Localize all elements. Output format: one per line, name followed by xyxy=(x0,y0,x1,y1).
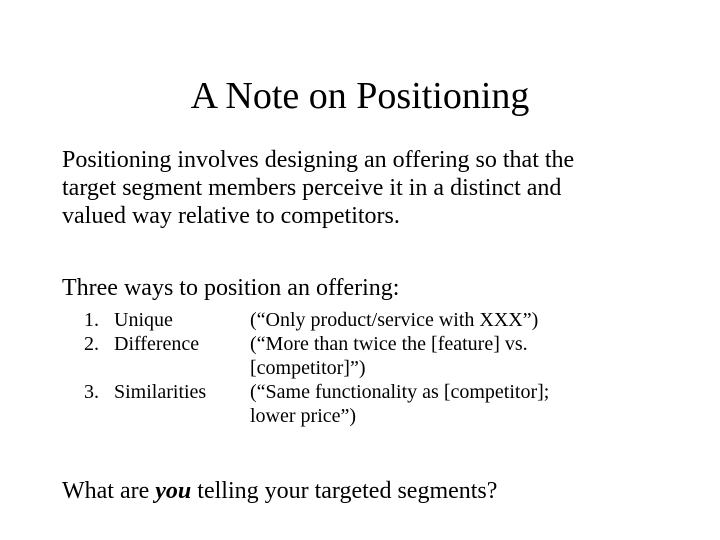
list-item-label: Similarities xyxy=(114,381,207,403)
description-line: (“Only product/service with XXX”) xyxy=(250,309,539,331)
description-line: lower price”) xyxy=(250,405,357,427)
list-item-label: Difference xyxy=(114,333,200,355)
question-text-after: telling your targeted segments? xyxy=(191,478,498,504)
list-item-description xyxy=(250,380,549,428)
closing-question xyxy=(62,477,497,505)
description-line: [competitor]”) xyxy=(250,357,366,379)
definition-line: Positioning involves designing an offering so that the xyxy=(62,147,575,173)
slide-title: A Note on Positioning xyxy=(190,75,530,117)
list-item-description xyxy=(250,308,538,332)
description-line: (“More than twice the [feature] vs. xyxy=(250,333,528,355)
definition-line: target segment members perceive it in a distinct and xyxy=(62,175,562,201)
ways-heading: Three ways to position an offering: xyxy=(62,275,400,301)
list-item-number: 3. xyxy=(84,381,99,403)
question-emphasis: you xyxy=(155,478,192,504)
list-item-label: Unique xyxy=(114,309,173,331)
definition-line: valued way relative to competitors. xyxy=(62,203,400,229)
description-line: (“Same functionality as [competitor]; xyxy=(250,381,550,403)
list-item-description xyxy=(250,332,528,380)
definition-paragraph xyxy=(62,146,702,230)
list-item-number: 2. xyxy=(84,333,99,355)
question-text-before: What are xyxy=(62,478,156,504)
list-item-number: 1. xyxy=(84,309,99,331)
